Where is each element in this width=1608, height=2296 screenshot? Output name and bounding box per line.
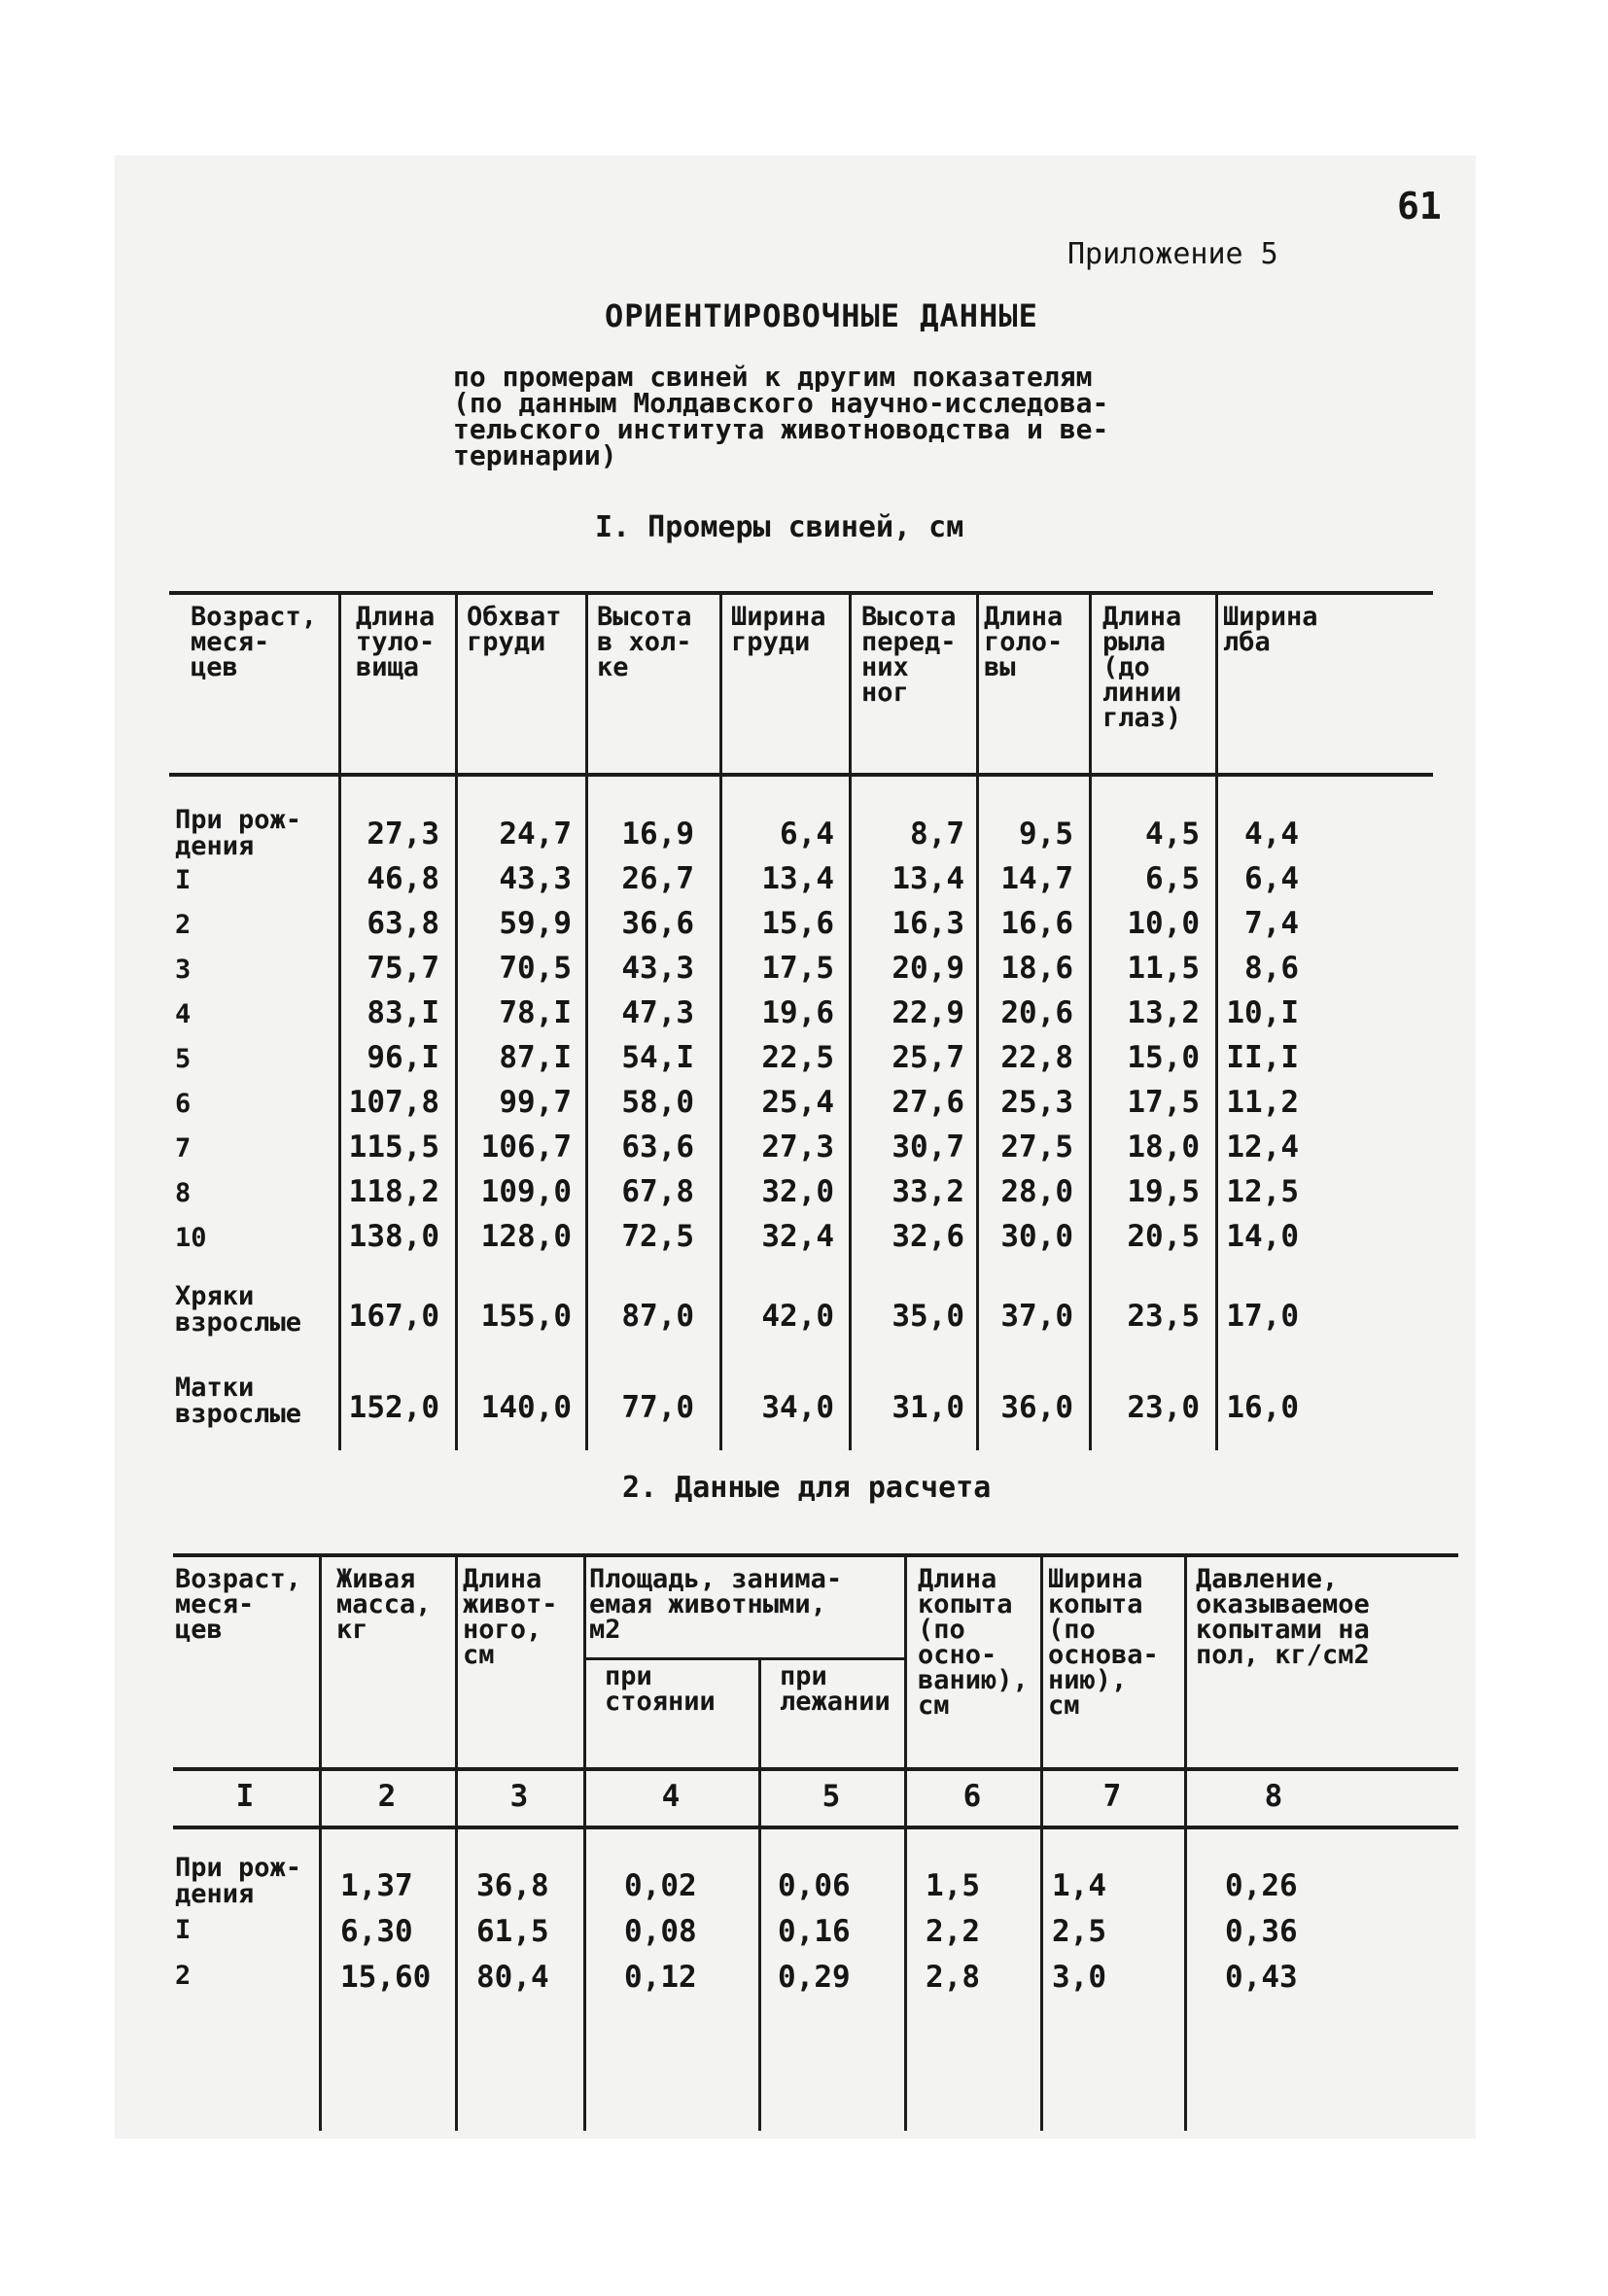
- table2-area-subrule: [583, 1657, 904, 1660]
- t1-cell: 30,7: [891, 1130, 964, 1165]
- t2-column-number: 6: [962, 1779, 982, 1814]
- t1-cell: 35,0: [891, 1299, 964, 1334]
- t2-cell: 0,26: [1225, 1868, 1298, 1903]
- page-number: 61: [1397, 185, 1442, 227]
- t1-cell: 37,0: [1000, 1299, 1073, 1334]
- t1-cell: 11,2: [1226, 1085, 1299, 1120]
- t1-cell: 16,0: [1226, 1390, 1299, 1425]
- t1-cell: 20,5: [1127, 1219, 1200, 1254]
- t1-cell: 13,2: [1127, 995, 1200, 1030]
- t2-cell: 80,4: [476, 1960, 549, 1995]
- t2-cell: 0,08: [624, 1914, 697, 1949]
- t2-cell: 1,5: [926, 1868, 980, 1903]
- t1-cell: 20,9: [891, 951, 964, 986]
- t1-cell: 47,3: [621, 995, 694, 1030]
- t1-cell: 70,5: [499, 951, 572, 986]
- t2-cell: 36,8: [476, 1868, 549, 1903]
- t2-cell: 0,12: [624, 1960, 697, 1995]
- t1-cell: 26,7: [621, 861, 694, 896]
- t1-cell: 87,I: [499, 1040, 572, 1075]
- t1-cell: 6,5: [1145, 861, 1200, 896]
- t1-cell: 106,7: [480, 1130, 572, 1165]
- t1-cell: 30,0: [1000, 1219, 1073, 1254]
- t1-cell: 32,6: [891, 1219, 964, 1254]
- t1-cell: 63,6: [621, 1130, 694, 1165]
- t1-row-label: Матки взрослые: [175, 1373, 302, 1429]
- t1-row-label: 7: [175, 1133, 192, 1164]
- t1-cell: 22,5: [761, 1040, 834, 1075]
- t1-cell: 118,2: [348, 1174, 439, 1209]
- t1-cell: 75,7: [367, 951, 439, 986]
- t1-cell: 128,0: [480, 1219, 572, 1254]
- t1-cell: 25,7: [891, 1040, 964, 1075]
- t1-cell: 109,0: [480, 1174, 572, 1209]
- table2-number-rule: [173, 1826, 1458, 1829]
- t1-cell: 24,7: [499, 817, 572, 852]
- t1-row-label: 4: [175, 999, 192, 1029]
- t1-cell: 13,4: [891, 861, 964, 896]
- table2-col-rule: [455, 1557, 458, 2131]
- t1-cell: 15,0: [1127, 1040, 1200, 1075]
- t2-header-pressure: Давление, оказываемое копытами на пол, кг/см2: [1196, 1564, 1370, 1670]
- t2-column-number: 2: [377, 1779, 397, 1814]
- t1-row-label: 3: [175, 955, 192, 985]
- t1-cell: 27,5: [1000, 1130, 1073, 1165]
- t1-header-chest-girth: Обхват груди: [467, 602, 562, 657]
- t1-cell: 138,0: [348, 1219, 439, 1254]
- t2-cell: 0,29: [778, 1960, 851, 1995]
- table2-top-rule: [173, 1553, 1458, 1557]
- t1-row-label: 6: [175, 1089, 192, 1119]
- t1-cell: 25,3: [1000, 1085, 1073, 1120]
- t2-cell: 0,16: [778, 1914, 851, 1949]
- table2-col-rule: [583, 1557, 586, 2131]
- t2-header-body-length: Длина живот- ного, см: [463, 1564, 558, 1670]
- t1-header-foreleg-height: Высота перед- них ног: [861, 602, 957, 708]
- t1-cell: 27,3: [367, 817, 439, 852]
- t1-cell: 7,4: [1244, 906, 1299, 941]
- t1-cell: 27,3: [761, 1130, 834, 1165]
- t1-cell: 22,9: [891, 995, 964, 1030]
- t1-cell: 16,9: [621, 817, 694, 852]
- t2-cell: 61,5: [476, 1914, 549, 1949]
- t1-header-head-length: Длина голо- вы: [984, 602, 1064, 682]
- t1-cell: 43,3: [499, 861, 572, 896]
- table2-col-rule: [319, 1557, 322, 2131]
- t1-cell: 87,0: [621, 1299, 694, 1334]
- t1-cell: 16,6: [1000, 906, 1073, 941]
- table2-caption: 2. Данные для расчета: [622, 1471, 992, 1505]
- t1-cell: 6,4: [1244, 861, 1299, 896]
- t1-cell: 54,I: [621, 1040, 694, 1075]
- t1-header-body-length: Длина туло- вища: [356, 602, 436, 682]
- t1-cell: 115,5: [348, 1130, 439, 1165]
- t1-cell: 23,5: [1127, 1299, 1200, 1334]
- t1-cell: 36,6: [621, 906, 694, 941]
- t1-cell: 107,8: [348, 1085, 439, 1120]
- table1-top-rule: [169, 591, 1433, 595]
- t1-cell: 14,0: [1226, 1219, 1299, 1254]
- t1-cell: 77,0: [621, 1390, 694, 1425]
- table1-col-rule: [338, 595, 341, 1450]
- t1-cell: 25,4: [761, 1085, 834, 1120]
- t1-header-age: Возраст, меся- цев: [191, 602, 318, 682]
- t2-cell: 1,4: [1052, 1868, 1106, 1903]
- t2-cell: 15,60: [340, 1960, 432, 1995]
- t2-cell: 2,2: [926, 1914, 980, 1949]
- t1-cell: 10,0: [1127, 906, 1200, 941]
- t2-row-label: 2: [175, 1961, 192, 1991]
- t1-cell: 15,6: [761, 906, 834, 941]
- t1-cell: 42,0: [761, 1299, 834, 1334]
- t1-cell: II,I: [1226, 1040, 1299, 1075]
- table1-col-rule: [976, 595, 979, 1450]
- t1-header-chest-width: Ширина груди: [731, 602, 826, 657]
- t1-cell: 33,2: [891, 1174, 964, 1209]
- t1-row-label: При рож- дения: [175, 805, 302, 861]
- t2-column-number: 7: [1102, 1779, 1122, 1814]
- t2-cell: 2,5: [1052, 1914, 1106, 1949]
- t1-row-label: 5: [175, 1044, 192, 1074]
- t1-row-label: 2: [175, 910, 192, 940]
- t1-cell: 32,4: [761, 1219, 834, 1254]
- t1-cell: 43,3: [621, 951, 694, 986]
- t1-cell: 4,4: [1244, 817, 1299, 852]
- table2-col-rule: [758, 1658, 761, 2131]
- document-title: ОРИЕНТИРОВОЧНЫЕ ДАННЫЕ: [605, 297, 1038, 334]
- t1-cell: 19,5: [1127, 1174, 1200, 1209]
- t1-cell: 46,8: [367, 861, 439, 896]
- t1-cell: 167,0: [348, 1299, 439, 1334]
- table1-col-rule: [1089, 595, 1092, 1450]
- appendix-label: Приложение 5: [1067, 237, 1278, 271]
- t1-cell: 28,0: [1000, 1174, 1073, 1209]
- t1-cell: 83,I: [367, 995, 439, 1030]
- t1-cell: 34,0: [761, 1390, 834, 1425]
- t1-cell: 9,5: [1019, 817, 1073, 852]
- t2-column-number: 4: [661, 1779, 681, 1814]
- t2-cell: 6,30: [340, 1914, 413, 1949]
- t2-cell: 0,02: [624, 1868, 697, 1903]
- t2-header-area: Площадь, занима- емая животными, м2: [589, 1564, 843, 1645]
- t1-cell: 13,4: [761, 861, 834, 896]
- table2-col-rule: [1184, 1557, 1187, 2131]
- t1-cell: 63,8: [367, 906, 439, 941]
- t1-cell: 11,5: [1127, 951, 1200, 986]
- t1-row-label: 10: [175, 1223, 207, 1253]
- t1-header-snout-length: Длина рыла (до линии глаз): [1102, 602, 1182, 733]
- t1-cell: 140,0: [480, 1390, 572, 1425]
- t1-cell: 17,5: [1127, 1085, 1200, 1120]
- table1-col-rule: [455, 595, 458, 1450]
- t1-cell: 6,4: [780, 817, 834, 852]
- t1-cell: 99,7: [499, 1085, 572, 1120]
- t1-cell: 152,0: [348, 1390, 439, 1425]
- t2-header-lying: при лежании: [780, 1661, 891, 1717]
- t1-header-forehead-width: Ширина лба: [1223, 602, 1318, 657]
- t1-cell: 12,4: [1226, 1130, 1299, 1165]
- table1-col-rule: [719, 595, 722, 1450]
- t1-cell: 19,6: [761, 995, 834, 1030]
- t1-row-label: 8: [175, 1178, 192, 1208]
- t1-cell: 8,6: [1244, 951, 1299, 986]
- t1-cell: 10,I: [1226, 995, 1299, 1030]
- t1-cell: 8,7: [910, 817, 964, 852]
- t1-row-label: Хряки взрослые: [175, 1281, 302, 1338]
- t1-cell: 17,0: [1226, 1299, 1299, 1334]
- t1-header-withers-height: Высота в хол- ке: [597, 602, 692, 682]
- t2-cell: 1,37: [340, 1868, 413, 1903]
- t1-cell: 18,6: [1000, 951, 1073, 986]
- t1-cell: 32,0: [761, 1174, 834, 1209]
- table1-caption: I. Промеры свиней, см: [595, 510, 964, 544]
- t1-cell: 31,0: [891, 1390, 964, 1425]
- t1-cell: 23,0: [1127, 1390, 1200, 1425]
- t1-cell: 78,I: [499, 995, 572, 1030]
- t2-row-label: При рож- дения: [175, 1853, 302, 1909]
- table1-header-rule: [169, 773, 1433, 777]
- table1-col-rule: [585, 595, 588, 1450]
- t2-cell: 2,8: [926, 1960, 980, 1995]
- t1-cell: 12,5: [1226, 1174, 1299, 1209]
- document-subtitle: по промерам свиней к другим показателям (по данным Молдавского научно-исследова- тельского института животноводства и ве- теринарии): [453, 361, 1109, 471]
- t2-row-label: I: [175, 1915, 192, 1945]
- t2-column-number: I: [235, 1779, 255, 1814]
- table2-col-rule: [904, 1557, 907, 2131]
- t1-cell: 155,0: [480, 1299, 572, 1334]
- t1-cell: 67,8: [621, 1174, 694, 1209]
- t2-column-number: 8: [1264, 1779, 1283, 1814]
- table1-col-rule: [849, 595, 852, 1450]
- t1-cell: 58,0: [621, 1085, 694, 1120]
- t2-header-mass: Живая масса, кг: [336, 1564, 432, 1645]
- t1-cell: 4,5: [1145, 817, 1200, 852]
- t1-cell: 59,9: [499, 906, 572, 941]
- table1-col-rule: [1215, 595, 1218, 1450]
- t1-cell: 20,6: [1000, 995, 1073, 1030]
- t1-cell: 14,7: [1000, 861, 1073, 896]
- t1-cell: 18,0: [1127, 1130, 1200, 1165]
- t2-header-age: Возраст, меся- цев: [175, 1564, 302, 1645]
- t1-cell: 96,I: [367, 1040, 439, 1075]
- t2-cell: 3,0: [1052, 1960, 1106, 1995]
- t2-header-hoof-width: Ширина копыта (по основа- нию), см: [1048, 1564, 1159, 1721]
- t2-header-standing: при стоянии: [605, 1661, 716, 1717]
- t1-cell: 27,6: [891, 1085, 964, 1120]
- t2-cell: 0,06: [778, 1868, 851, 1903]
- t1-row-label: I: [175, 865, 192, 895]
- t2-column-number: 5: [821, 1779, 841, 1814]
- table2-col-rule: [1040, 1557, 1043, 2131]
- t2-header-hoof-length: Длина копыта (по осно- ванию), см: [918, 1564, 1029, 1721]
- t1-cell: 16,3: [891, 906, 964, 941]
- t1-cell: 72,5: [621, 1219, 694, 1254]
- t1-cell: 17,5: [761, 951, 834, 986]
- t1-cell: 22,8: [1000, 1040, 1073, 1075]
- t2-column-number: 3: [509, 1779, 529, 1814]
- t1-cell: 36,0: [1000, 1390, 1073, 1425]
- table2-header-rule: [173, 1767, 1458, 1771]
- t2-cell: 0,36: [1225, 1914, 1298, 1949]
- t2-cell: 0,43: [1225, 1960, 1298, 1995]
